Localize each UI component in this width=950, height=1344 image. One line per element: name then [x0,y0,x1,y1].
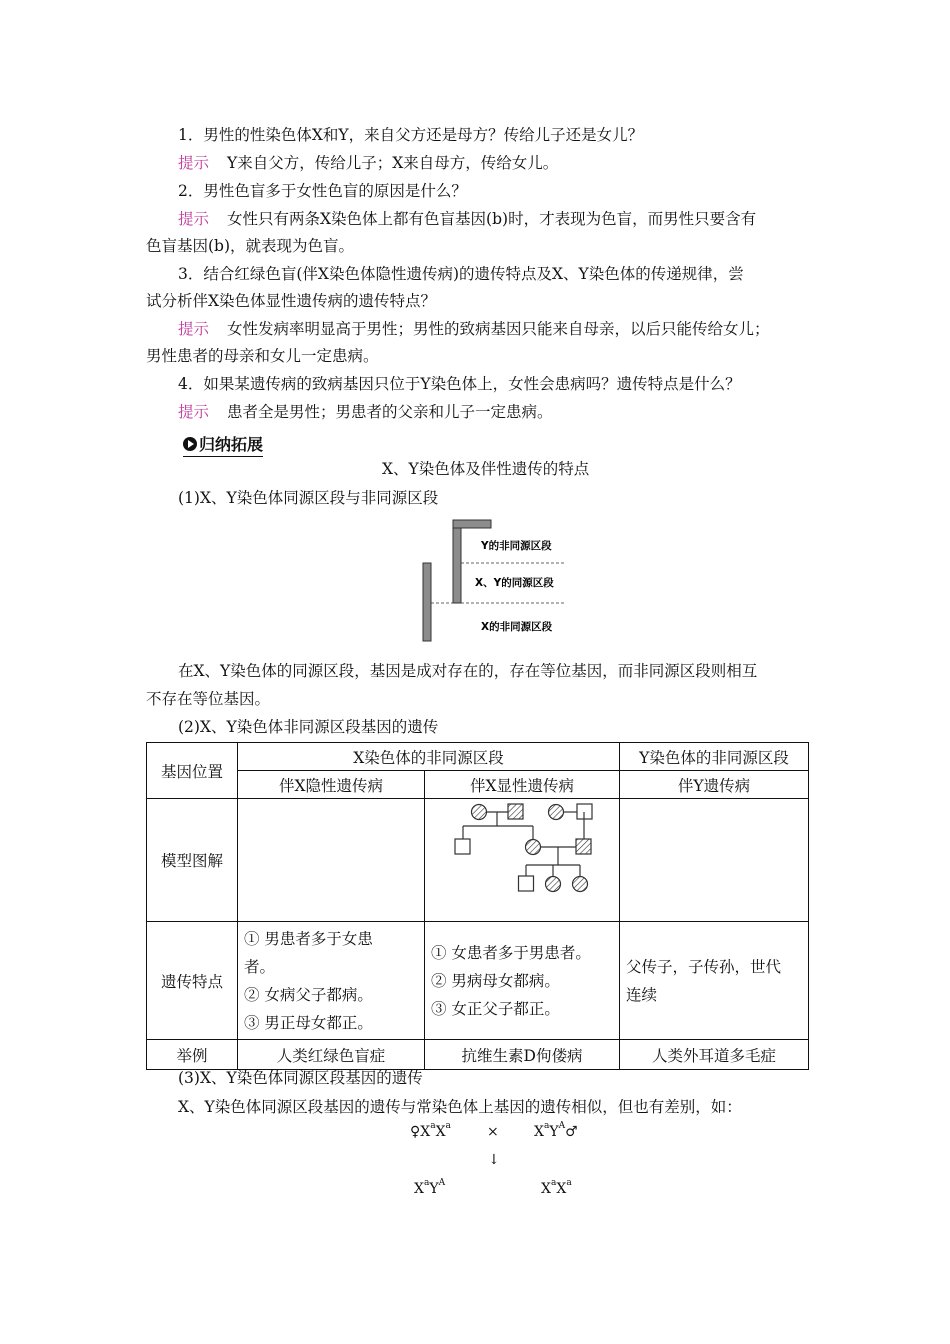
genotype-part: X [435,1124,446,1140]
table-row [147,771,809,799]
hint-text: 患者全是男性；男患者的父亲和儿子一定患病。 [227,403,553,421]
table-cell [620,922,809,1040]
label-x-nonhomologous: X的非同源区段 [481,621,553,633]
feature-line: ② 男病母女都病。 [431,971,560,990]
hint-label: 提示 [178,154,210,172]
label-y-nonhomologous: Y的非同源区段 [481,540,552,552]
table-cell: 伴Y遗传病 [620,771,809,799]
affected-male [508,804,523,819]
genotype-part: X [414,1181,424,1197]
feature-line: 连续 [626,985,658,1004]
x-chromosome [423,563,431,641]
hint-1 [178,153,558,173]
part3-paragraph: X、Y染色体同源区段基因的遗传与常染色体上基因的遗传相似，但也有差别，如： [178,1098,742,1116]
genotype-part: X [420,1124,431,1140]
table-row [147,799,809,922]
feature-line: ① 女患者多于男患者。 [431,943,591,962]
part2-heading: (2)X、Y染色体非同源区段基因的遗传 [178,718,439,736]
table-cell: 抗维生素D佝偻病 [425,1040,620,1070]
question-3-cont: 试分析伴X染色体显性遗传病的遗传特点？ [146,292,437,310]
hint-4 [178,402,553,422]
affected-female [546,877,561,892]
cross-female [410,1121,451,1140]
feature-line: ② 女病父子都病。 [244,985,373,1004]
feature-line: ③ 女正父子都正。 [431,999,560,1018]
section-title: 归纳拓展 [199,435,264,454]
part1-heading: (1)X、Y染色体同源区段与非同源区段 [178,489,439,507]
part3-heading: (3)X、Y染色体同源区段基因的遗传 [178,1069,423,1087]
hint-2 [178,209,756,229]
part1-paragraph-cont: 不存在等位基因。 [146,690,271,708]
play-circle-icon [183,437,197,451]
allele-sup: A [438,1178,446,1188]
feature-line: ③ 男正母女都正。 [244,1013,373,1032]
allele-sup: a [566,1178,572,1188]
affected-female [549,805,564,820]
male-symbol: ♂ [565,1124,578,1140]
table-row [147,743,809,771]
table-cell [425,799,620,922]
hint-label: 提示 [178,210,210,228]
allele-sup: a [445,1121,451,1131]
affected-female [472,805,487,820]
table-cell: 基因位置 [147,743,238,799]
cross-male [534,1121,578,1140]
allele-sup: a [430,1121,436,1131]
hint-text: Y来自父方，传给儿子；X来自母方，传给女儿。 [227,154,559,172]
genotype-part: X [556,1181,567,1197]
affected-female [526,840,541,855]
hint-label: 提示 [178,320,210,338]
y-chromosome [453,520,461,603]
allele-sup: a [423,1178,430,1188]
question-3: 3．结合红绿色盲(伴X染色体隐性遗传病)的遗传特点及X、Y染色体的传递规律，尝 [178,265,744,283]
affected-female [573,877,588,892]
question-2: 2．男性色盲多于女性色盲的原因是什么？ [178,182,467,200]
y-chromosome-top [453,520,491,528]
feature-line: 父传子，子传孙，世代 [626,957,782,976]
feature-line: 者。 [244,957,276,976]
hint-2-cont: 色盲基因(b)，就表现为色盲。 [146,237,355,255]
table-cell: 人类红绿色盲症 [238,1040,425,1070]
allele-sup: a [550,1178,557,1188]
female-symbol: ♀ [410,1124,421,1140]
table-cell: 遗传特点 [147,922,238,1040]
pedigree-diagram [425,799,615,917]
affected-male [576,839,591,854]
genotype-part: X [534,1124,544,1140]
offspring-1 [414,1178,446,1197]
genotype-part: X [541,1181,551,1197]
xy-chromosome-diagram [415,515,605,645]
table-cell: 人类外耳道多毛症 [620,1040,809,1070]
table-row [147,1040,809,1070]
hint-3-cont: 男性患者的母亲和女儿一定患病。 [146,347,379,365]
section-heading [183,432,263,457]
table-cell: Y染色体的非同源区段 [620,743,809,771]
table-cell: 模型图解 [147,799,238,922]
genotype-part: Y [549,1124,559,1140]
feature-line: ① 男患者多于女患 [244,929,373,948]
cross-arrow: ↓ [488,1152,500,1168]
label-xy-homologous: X、Y的同源区段 [475,577,554,589]
table-cell: 伴X显性遗传病 [425,771,620,799]
table-cell: 伴X隐性遗传病 [238,771,425,799]
subtitle: X、Y染色体及伴性遗传的特点 [382,460,590,478]
hint-text: 女性只有两条X染色体上都有色盲基因(b)时，才表现为色盲，而男性只要含有 [227,210,757,228]
table-cell [238,922,425,1040]
table-row [147,922,809,1040]
table-cell: 举例 [147,1040,238,1070]
genotype-part: Y [429,1181,439,1197]
table-cell [425,922,620,1040]
normal-male [519,876,534,891]
table-cell: X染色体的非同源区段 [238,743,620,771]
normal-male [455,839,470,854]
hint-3 [178,319,770,339]
question-4: 4．如果某遗传病的致病基因只位于Y染色体上，女性会患病吗？遗传特点是什么？ [178,375,741,393]
part1-paragraph: 在X、Y染色体的同源区段，基因是成对存在的，存在等位基因，而非同源区段则相互 [178,662,758,680]
table-cell [238,799,425,922]
inheritance-table [146,742,809,1070]
hint-label: 提示 [178,403,210,421]
allele-sup: A [558,1121,566,1131]
question-1: 1．男性的性染色体X和Y，来自父方还是母方？传给儿子还是女儿？ [178,126,644,144]
hint-text: 女性发病率明显高于男性；男性的致病基因只能来自母亲，以后只能传给女儿； [227,320,770,338]
cross-times: × [487,1124,499,1140]
table-cell [620,799,809,922]
offspring-2 [541,1178,572,1197]
allele-sup: a [543,1121,550,1131]
